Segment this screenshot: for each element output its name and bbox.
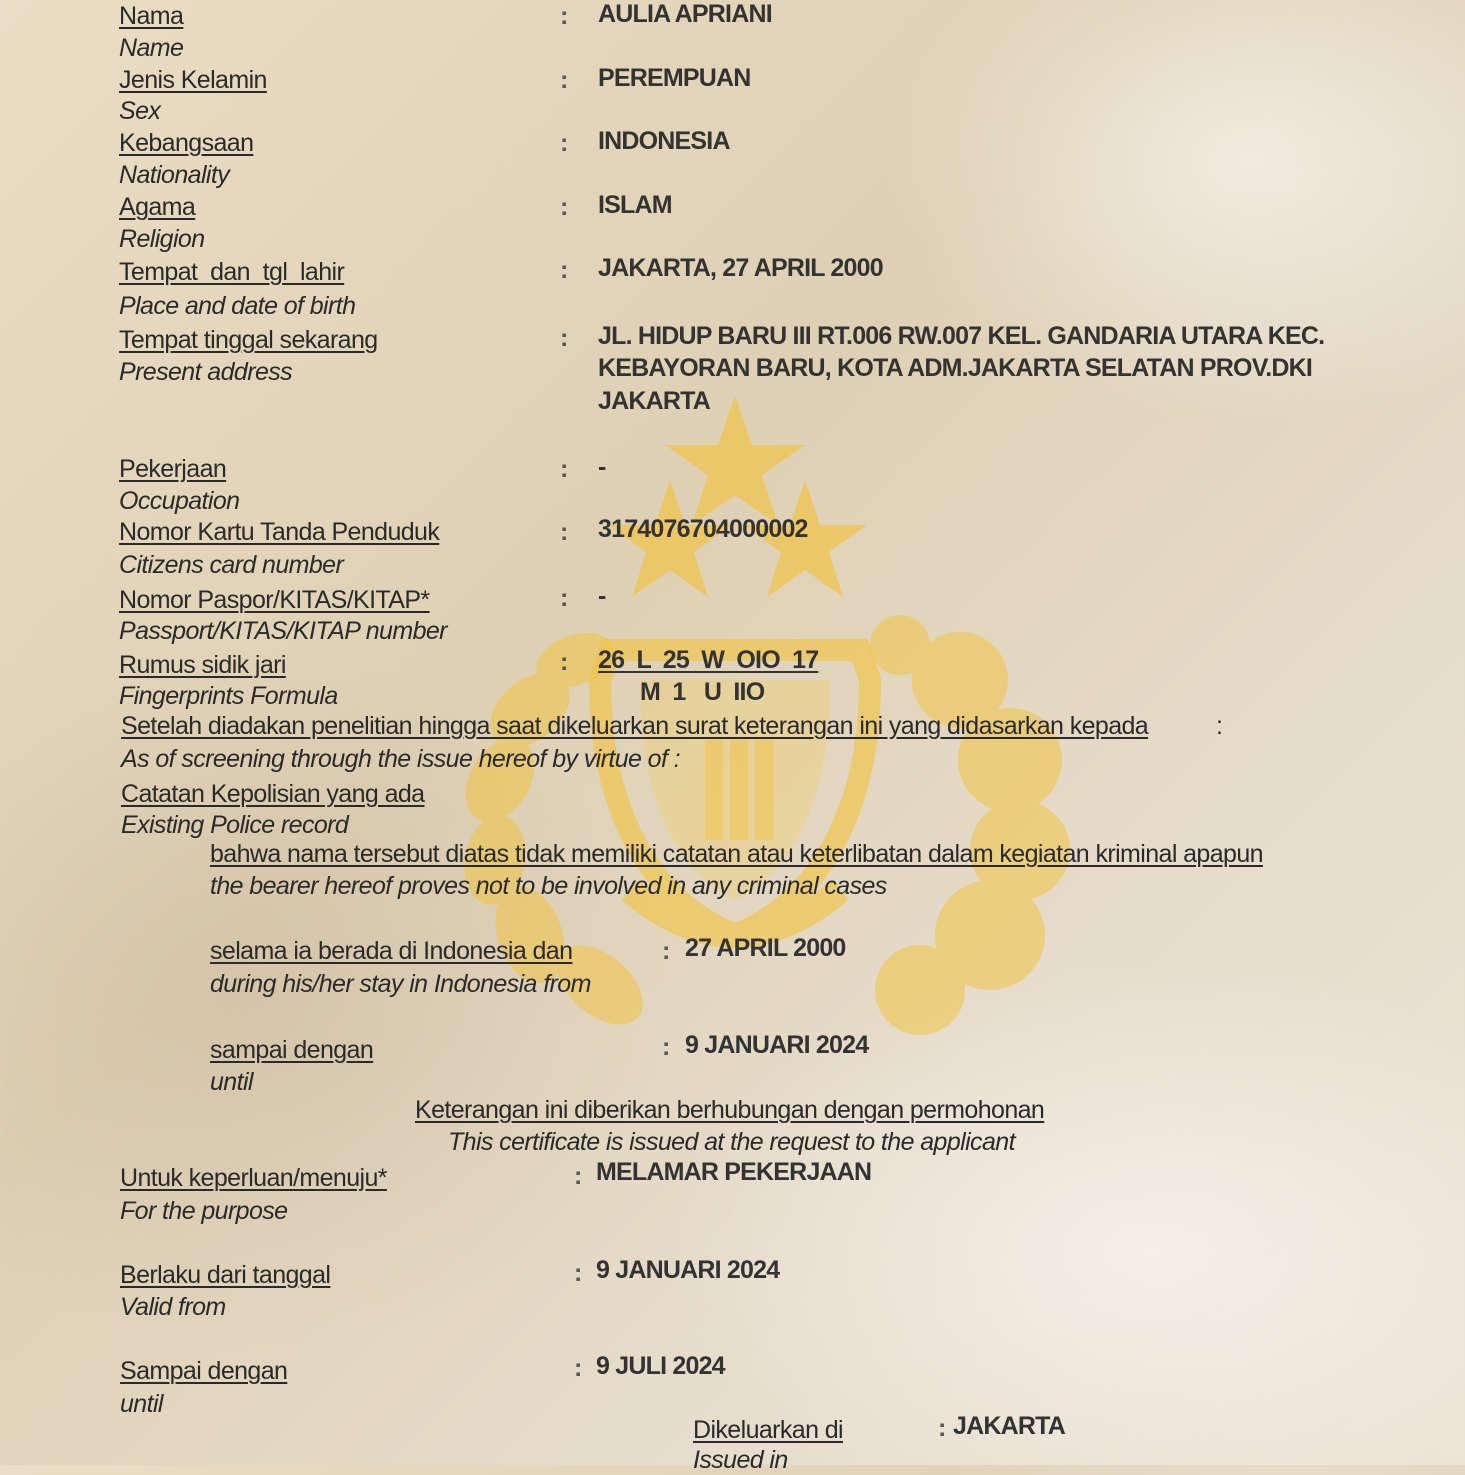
- until-en: until: [210, 1068, 253, 1096]
- label-pekerjaan: Pekerjaan: [119, 455, 227, 483]
- label-citizen-card-en: Citizens card number: [119, 551, 344, 579]
- purpose-value: MELAMAR PEKERJAAN: [596, 1158, 872, 1186]
- valid-from-en: Valid from: [120, 1293, 226, 1321]
- label-passport-en: Passport/KITAS/KITAP number: [119, 617, 447, 645]
- colon: :: [662, 937, 670, 965]
- label-religion-en: Religion: [119, 225, 205, 253]
- statement-en: the bearer hereof proves not to be involved in any criminal cases: [210, 872, 887, 900]
- valid-until-label: Sampai dengan: [120, 1357, 288, 1385]
- valid-until-value: 9 JULI 2024: [596, 1352, 725, 1380]
- label-fingerprint-en: Fingerprints Formula: [119, 682, 338, 710]
- value-address-line2: KEBAYORAN BARU, KOTA ADM.JAKARTA SELATAN PROV.DKI: [598, 354, 1313, 382]
- label-tempat-tgl-lahir: Tempat dan tgl lahir: [119, 258, 345, 286]
- label-name-en: Name: [119, 34, 184, 62]
- colon: :: [560, 648, 568, 676]
- label-tempat-tinggal: Tempat tinggal sekarang: [119, 326, 378, 354]
- colon: :: [560, 256, 568, 284]
- label-birth-en: Place and date of birth: [119, 292, 356, 320]
- colon: :: [574, 1162, 582, 1190]
- stay-value: 27 APRIL 2000: [685, 934, 846, 962]
- label-jenis-kelamin: Jenis Kelamin: [119, 66, 267, 94]
- label-nomor-ktp: Nomor Kartu Tanda Penduduk: [119, 518, 440, 546]
- colon: :: [560, 66, 568, 94]
- valid-from-label: Berlaku dari tanggal: [120, 1261, 331, 1289]
- stay-en: during his/her stay in Indonesia from: [210, 970, 591, 998]
- label-address-en: Present address: [119, 358, 293, 386]
- request-label: Keterangan ini diberikan berhubungan dengan permohonan: [415, 1096, 1045, 1124]
- colon: :: [560, 584, 568, 612]
- until-value: 9 JANUARI 2024: [685, 1031, 869, 1059]
- record-en: Existing Police record: [121, 811, 349, 839]
- label-nomor-paspor: Nomor Paspor/KITAS/KITAP*: [119, 586, 430, 614]
- value-fingerprint-line2: M 1 U IIO: [640, 678, 765, 706]
- colon: :: [574, 1259, 582, 1287]
- issued-en: Issued in: [693, 1446, 788, 1474]
- colon: :: [560, 129, 568, 157]
- stay-label: selama ia berada di Indonesia dan: [210, 937, 573, 965]
- label-rumus-sidik-jari: Rumus sidik jari: [119, 651, 286, 679]
- value-address-line1: JL. HIDUP BARU III RT.006 RW.007 KEL. GANDARIA UTARA KEC.: [598, 322, 1325, 350]
- screening-colon: :: [1216, 712, 1223, 740]
- value-birth: JAKARTA, 27 APRIL 2000: [598, 254, 883, 282]
- statement-label: bahwa nama tersebut diatas tidak memiliki catatan atau keterlibatan dalam kegiatan kriminal apapun: [210, 840, 1263, 868]
- value-citizen-card: 3174076704000002: [598, 515, 808, 543]
- screening-en: As of screening through the issue hereof by virtue of :: [121, 745, 681, 773]
- value-address-line3: JAKARTA: [598, 387, 710, 415]
- label-kebangsaan: Kebangsaan: [119, 129, 254, 157]
- value-sex: PEREMPUAN: [598, 64, 751, 92]
- request-en: This certificate is issued at the request to the applicant: [448, 1128, 1015, 1156]
- colon: :: [938, 1414, 946, 1442]
- record-label: Catatan Kepolisian yang ada: [121, 780, 425, 808]
- screening-label: Setelah diadakan penelitian hingga saat dikeluarkan surat keterangan ini yang didasarkan kepada: [121, 712, 1149, 740]
- value-religion: ISLAM: [598, 191, 672, 219]
- colon: :: [560, 193, 568, 221]
- label-nationality-en: Nationality: [119, 161, 230, 189]
- purpose-label: Untuk keperluan/menuju*: [120, 1164, 387, 1192]
- until-label: sampai dengan: [210, 1036, 374, 1064]
- issued-label: Dikeluarkan di: [693, 1416, 844, 1444]
- colon: :: [560, 2, 568, 30]
- colon: :: [574, 1354, 582, 1382]
- label-agama: Agama: [119, 193, 196, 221]
- value-passport: -: [598, 582, 606, 610]
- value-occupation: -: [598, 453, 606, 481]
- colon: :: [560, 324, 568, 352]
- value-fingerprint-line1: 26 L 25 W OIO 17: [598, 646, 819, 674]
- purpose-en: For the purpose: [120, 1197, 288, 1225]
- valid-until-en: until: [120, 1390, 163, 1418]
- value-name: AULIA APRIANI: [598, 0, 772, 28]
- label-nama: Nama: [119, 2, 184, 30]
- colon: :: [662, 1033, 670, 1061]
- valid-from-value: 9 JANUARI 2024: [596, 1256, 780, 1284]
- colon: :: [560, 518, 568, 546]
- issued-value: JAKARTA: [953, 1412, 1065, 1440]
- label-occupation-en: Occupation: [119, 487, 240, 515]
- colon: :: [560, 455, 568, 483]
- value-nationality: INDONESIA: [598, 127, 730, 155]
- label-sex-en: Sex: [119, 97, 161, 125]
